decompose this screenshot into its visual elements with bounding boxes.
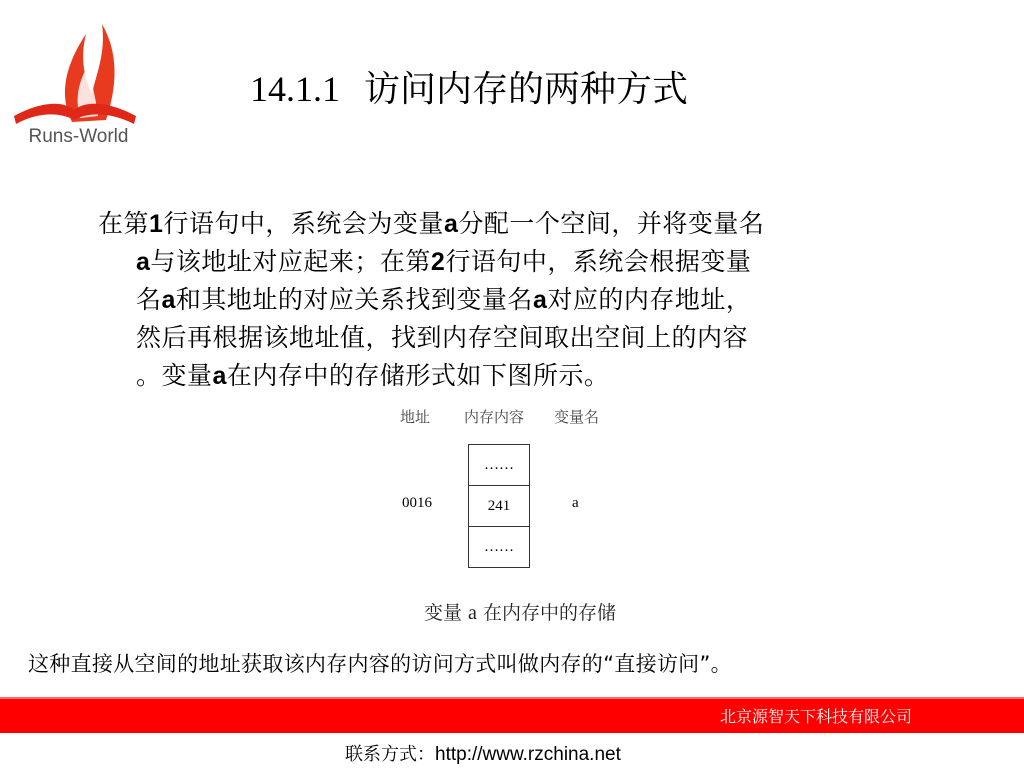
caption-text: 变量 — [423, 602, 462, 624]
variable-label: a — [572, 495, 579, 511]
line-number: 2 — [430, 248, 446, 276]
contact-label: 联系方式： — [345, 744, 435, 765]
memory-cell: …… — [484, 539, 514, 555]
caption-text: 在内存中的存储 — [482, 602, 616, 624]
flame-book-icon — [10, 4, 140, 129]
section-number: 14.1.1 — [250, 69, 340, 109]
paragraph-line — [98, 243, 926, 281]
text-run: 然后再根据该地址值，找到内存空间取出空间上的内容 — [136, 323, 749, 352]
variable-name: a — [212, 362, 227, 390]
text-run: 分配一个空间，并将变量名 — [458, 209, 765, 238]
caption-variable: a — [468, 602, 477, 624]
text-run: 在内存中的存储形式如下图所示。 — [226, 361, 610, 390]
text-run: 与该地址对应起来；在第 — [150, 247, 431, 276]
logo — [10, 4, 140, 154]
text-run: 在第 — [98, 209, 150, 238]
text-run: 和其地址的对应关系找到变量名 — [175, 285, 533, 314]
address-label: 0016 — [402, 495, 432, 511]
text-run: 行语句中，系统会根据变量 — [445, 247, 752, 276]
header-variable: 变量名 — [554, 408, 600, 426]
paragraph-line — [98, 281, 926, 319]
figure-caption — [380, 598, 660, 625]
line-number: 1 — [149, 210, 164, 238]
variable-name: a — [136, 248, 151, 276]
header-address: 地址 — [400, 408, 431, 426]
title-text: 访问内存的两种方式 — [364, 69, 689, 109]
footer-bar-highlight — [0, 697, 1024, 699]
text-run: 。变量 — [136, 361, 213, 390]
summary-text: 这种直接从空间的地址获取该内存内容的访问方式叫做内存的“直接访问”。 — [28, 652, 732, 676]
text-run: 名 — [136, 285, 162, 314]
paragraph-line — [98, 319, 926, 357]
text-run: 对应的内存地址， — [547, 285, 752, 314]
slide-title — [250, 66, 810, 112]
logo-text: Runs-World — [28, 126, 129, 147]
variable-name: a — [532, 286, 548, 314]
variable-name: a — [443, 210, 459, 238]
header-content: 内存内容 — [464, 408, 525, 426]
paragraph-line — [98, 205, 926, 243]
contact-url[interactable]: http://www.rzchina.net — [435, 744, 621, 765]
text-run: 行语句中，系统会为变量 — [163, 209, 444, 238]
variable-name: a — [161, 286, 176, 314]
memory-cell: …… — [469, 445, 529, 486]
company-name: 北京源智天下科技有限公司 — [719, 707, 912, 726]
memory-cell: 241 — [469, 486, 529, 527]
memory-table — [468, 444, 530, 568]
explanation-paragraph — [98, 205, 926, 395]
footer-bar — [0, 697, 1024, 733]
paragraph-line — [98, 357, 926, 395]
contact-info — [345, 740, 621, 766]
